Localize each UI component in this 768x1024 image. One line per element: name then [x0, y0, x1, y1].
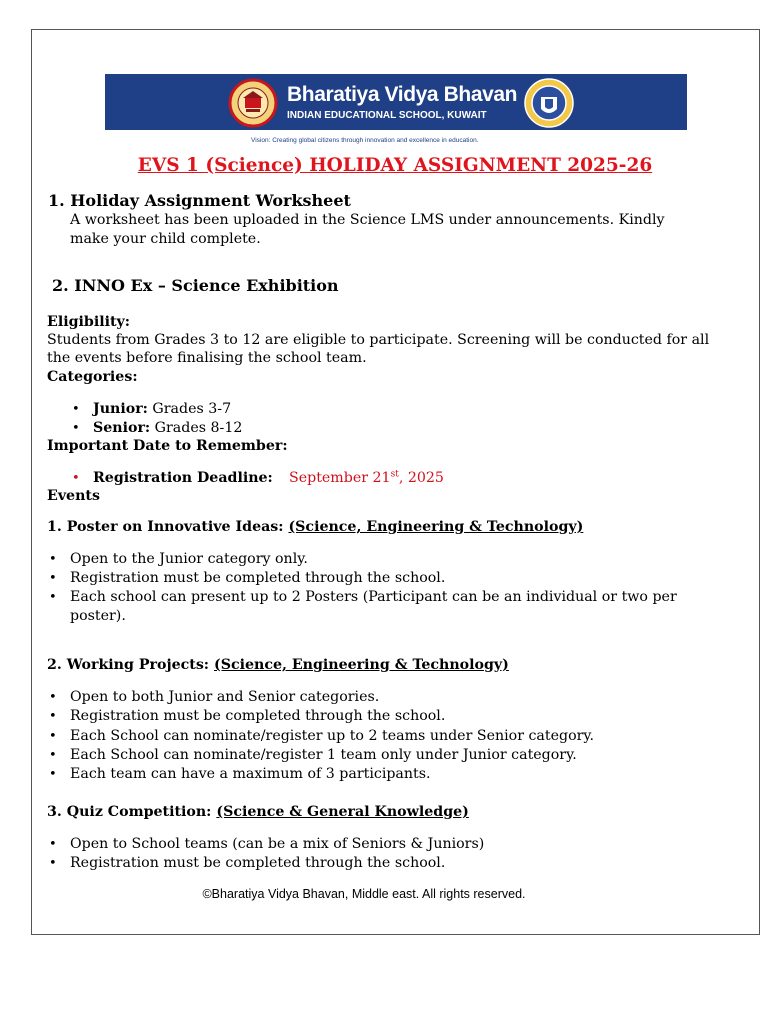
category-item: Senior: Grades 8-12 — [93, 420, 243, 436]
bullet-icon: • — [49, 729, 57, 744]
event-heading: 1. Poster on Innovative Ideas: (Science, Engineering & Technology) — [47, 519, 584, 535]
school-banner — [105, 74, 687, 145]
bullet-icon: • — [49, 748, 57, 763]
section1-heading: 1. Holiday Assignment Worksheet — [48, 191, 351, 210]
event-item: Registration must be completed through the school. — [70, 708, 446, 724]
bullet-icon: • — [49, 590, 57, 605]
bullet-icon: • — [72, 421, 80, 436]
bullet-icon: • — [49, 690, 57, 705]
event-item: Registration must be completed through the school. — [70, 855, 446, 871]
categories-label: Categories: — [47, 369, 138, 385]
event-item: Each School can nominate/register 1 team only under Junior category. — [70, 747, 577, 763]
bullet-icon: • — [49, 767, 57, 782]
bullet-icon: • — [49, 856, 57, 871]
event-item: poster). — [70, 608, 126, 624]
event-item: Each team can have a maximum of 3 participants. — [70, 766, 431, 782]
event-item: Registration must be completed through the school. — [70, 570, 446, 586]
events-label: Events — [47, 488, 100, 504]
vision-text: Vision: Creating global citizens through innovation and excellence in education. — [251, 137, 479, 144]
important-date-label: Important Date to Remember: — [47, 438, 288, 454]
section2-heading: 2. INNO Ex – Science Exhibition — [52, 276, 339, 295]
school-seal-left-icon — [228, 78, 278, 128]
category-item: Junior: Grades 3-7 — [93, 401, 232, 417]
event-item: Each School can nominate/register up to 2 teams under Senior category. — [70, 728, 595, 744]
bullet-icon: • — [49, 709, 57, 724]
event-heading: 2. Working Projects: (Science, Engineering & Technology) — [47, 657, 509, 673]
bullet-icon: • — [72, 471, 80, 486]
section1-line: A worksheet has been uploaded in the Science LMS under announcements. Kindly — [70, 212, 665, 228]
bullet-icon: • — [49, 552, 57, 567]
bullet-icon: • — [49, 571, 57, 586]
event-item: Open to School teams (can be a mix of Seniors & Juniors) — [70, 836, 485, 852]
deadline-label: Registration Deadline: — [93, 470, 273, 486]
bullet-icon: • — [49, 837, 57, 852]
eligibility-label: Eligibility: — [47, 314, 131, 330]
section1-line: make your child complete. — [70, 231, 261, 247]
eligibility-line: Students from Grades 3 to 12 are eligible to participate. Screening will be conducted for all — [47, 332, 710, 348]
school-name: Bharatiya Vidya Bhavan — [287, 83, 518, 106]
page-title: EVS 1 (Science) HOLIDAY ASSIGNMENT 2025-26 — [137, 155, 653, 176]
event-heading: 3. Quiz Competition: (Science & General Knowledge) — [47, 804, 469, 820]
footer-copyright: ©Bharatiya Vidya Bhavan, Middle east. All rights reserved. — [202, 887, 526, 901]
eligibility-line: the events before finalising the school team. — [47, 350, 367, 366]
event-item: Open to the Junior category only. — [70, 551, 308, 567]
event-item: Each school can present up to 2 Posters (Participant can be an individual or two per — [70, 589, 677, 605]
bullet-icon: • — [72, 402, 80, 417]
school-subtitle: INDIAN EDUCATIONAL SCHOOL, KUWAIT — [287, 110, 487, 121]
event-item: Open to both Junior and Senior categories. — [70, 689, 380, 705]
school-seal-right-icon — [523, 77, 575, 129]
deadline-date: September 21st, 2025 — [289, 469, 444, 486]
